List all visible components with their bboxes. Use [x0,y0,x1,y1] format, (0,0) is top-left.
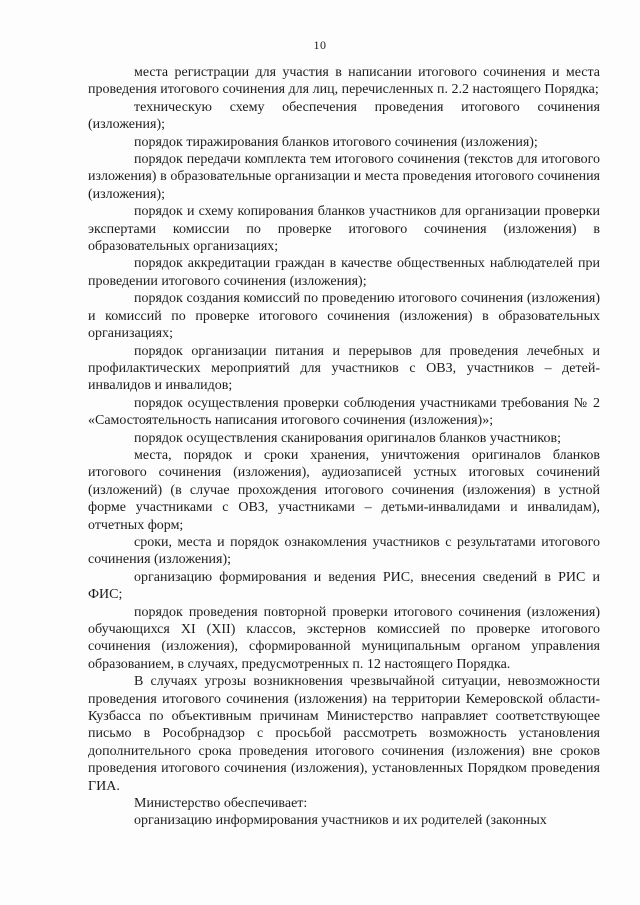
paragraph: порядок и схему копирования бланков участников для организации проверки экспертами комиссии по проверке итогового сочинения (изложения) в образовательных организациях; [88,204,600,255]
paragraph: порядок осуществления проверки соблюдения участниками требования № 2 «Самостоятельность написания итогового сочинения (изложения)»; [88,395,600,429]
document-body [88,64,600,830]
paragraph: В случаях угрозы возникновения чрезвычайной ситуации, невозможности проведения итогового сочинения (изложения) на территории Кемеровской области-Кузбасса по объективным причинам Министерство направляет соответствующее письмо в Рособрнадзор с просьбой рассмотреть возможность установления дополнительного срока проведения итогового сочинения (изложения) вне сроков проведения итогового сочинения (изложения), установленных Порядком проведения ГИА. [88,674,600,794]
paragraph: порядок создания комиссий по проведению итогового сочинения (изложения) и комиссий по проверке итогового сочинения (изложения) в образовательных организациях; [88,291,600,342]
paragraph: места регистрации для участия в написании итогового сочинения и места проведения итогового сочинения для лиц, перечисленных п. 2.2 настоящего Порядка; [88,65,600,98]
paragraph: техническую схему обеспечения проведения итогового сочинения (изложения); [88,99,600,133]
page-number: 10 [313,38,327,52]
paragraph: порядок передачи комплекта тем итогового сочинения (текстов для итогового изложения) в образовательные организации и места проведения итогового сочинения (изложения); [88,152,600,202]
paragraph: порядок аккредитации граждан в качестве общественных наблюдателей при проведении итогового сочинения (изложения); [88,256,600,289]
paragraph: порядок тиражирования бланков итогового сочинения (изложения); [134,134,538,150]
paragraph: организацию информирования участников и их родителей (законных [134,813,547,829]
paragraph: порядок организации питания и перерывов для проведения лечебных и профилактических мероприятий для участников с ОВЗ, участников – детей-инвалидов и инвалидов; [88,343,600,394]
paragraph: порядок проведения повторной проверки итогового сочинения (изложения) обучающихся XI (XII) классов, экстернов комиссией по проверке итогового сочинения (изложения), сформированной муниципальным органом управления образованием, в случаях, предусмотренных п. 12 настоящего Порядка. [88,604,600,672]
paragraph: Министерство обеспечивает: [134,796,308,812]
paragraph: места, порядок и сроки хранения, уничтожения оригиналов бланков итогового сочинения (изложения), аудиозаписей устных итоговых сочинений (изложений) (в случае прохождения итогового сочинения (изложения) в устной форме участниками с ОВЗ, участниками – детьми-инвалидами и инвалидам), отчетных форм; [88,447,600,533]
paragraph: порядок осуществления сканирования оригиналов бланков участников; [134,430,562,446]
paragraph: организацию формирования и ведения РИС, внесения сведений в РИС и ФИС; [88,569,600,603]
paragraph: сроки, места и порядок ознакомления участников с результатами итогового сочинения (изложения); [88,534,600,568]
